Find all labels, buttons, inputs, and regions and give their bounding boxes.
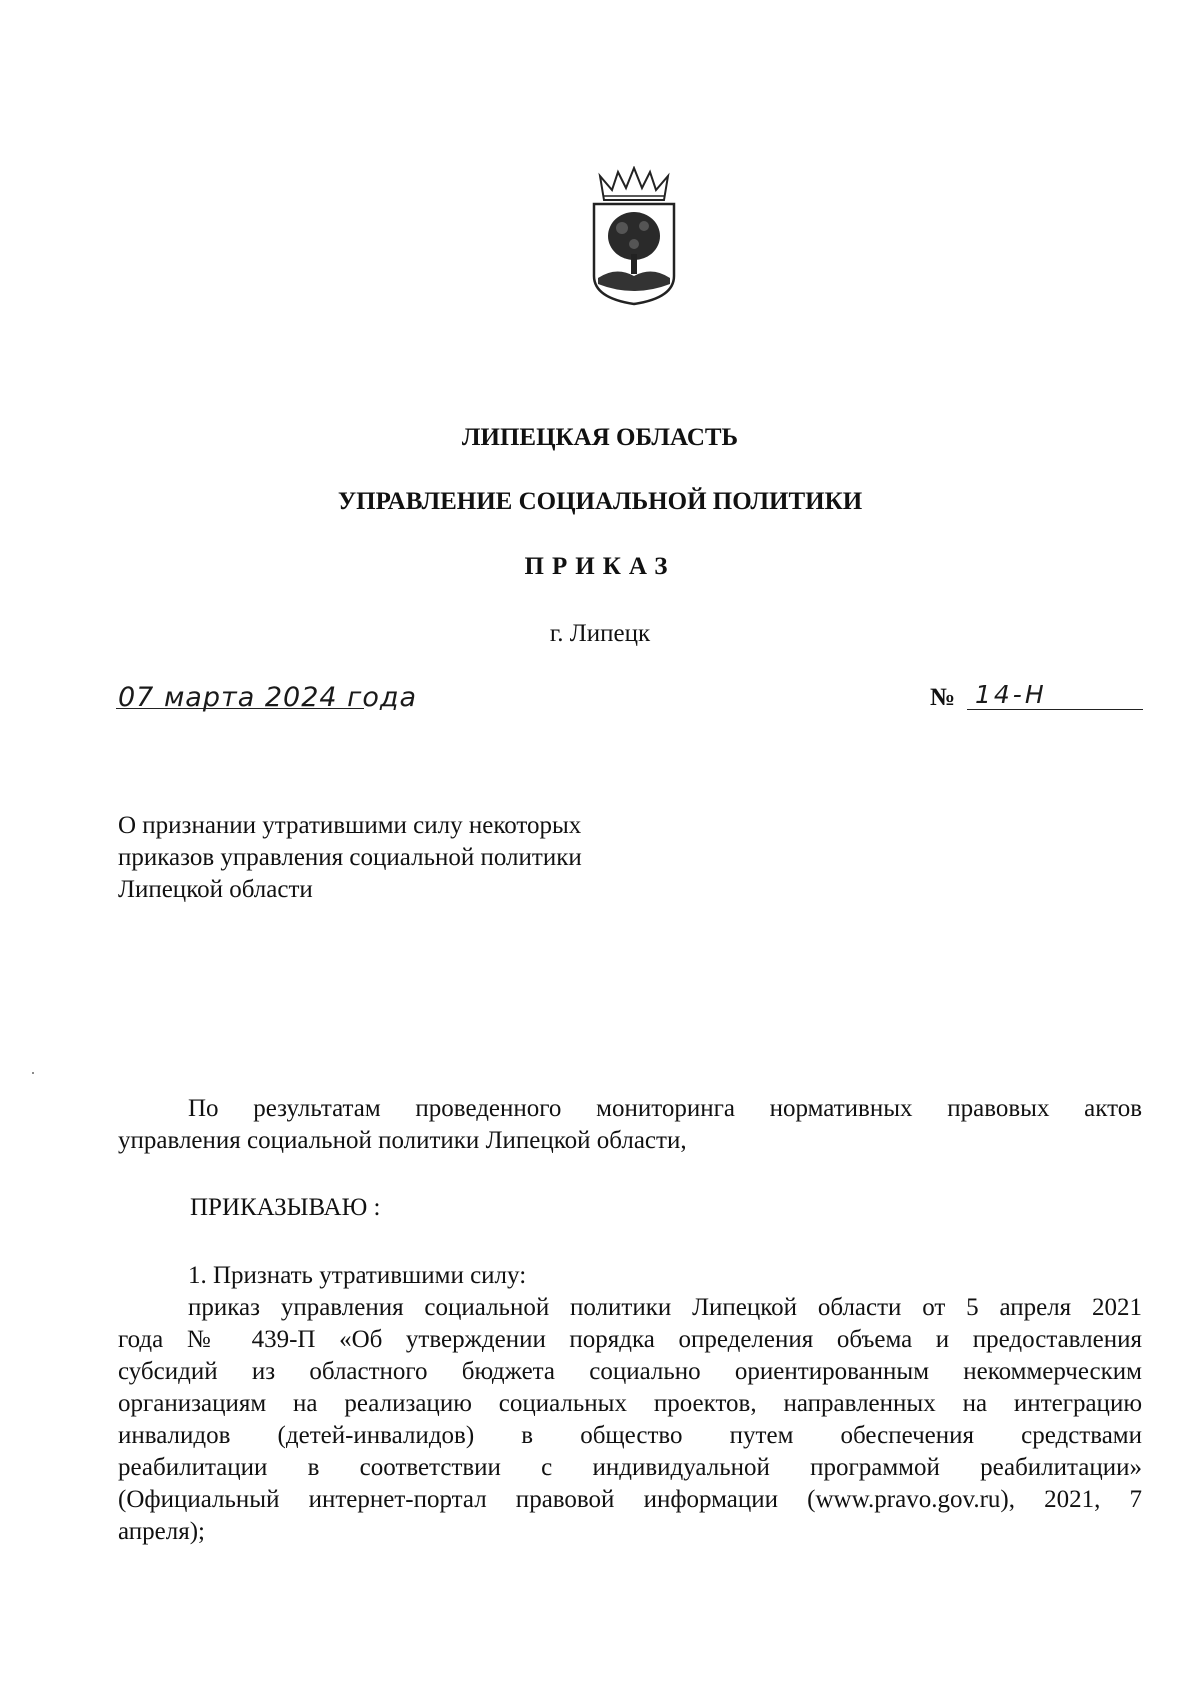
item-1-line: приказ управления социальной политики Липецкой области от 5 апреля 2021 <box>188 1294 1142 1321</box>
subject-line: Липецкой области <box>118 876 313 903</box>
region-heading: ЛИПЕЦКАЯ ОБЛАСТЬ <box>461 424 739 451</box>
item-1-line: организациям на реализацию социальных проектов, направленных на интеграцию <box>118 1390 1142 1417</box>
item-1-paragraph <box>118 1292 1142 1548</box>
subject-line: приказов управления социальной политики <box>118 844 582 871</box>
coat-of-arms-emblem <box>586 166 682 306</box>
item-1-line: инвалидов (детей-инвалидов) в общество путем обеспечения средствами <box>118 1422 1142 1449</box>
item-1-line: реабилитации в соответствии с индивидуальной программой реабилитации» <box>118 1454 1142 1481</box>
item-1-line: апреля); <box>118 1518 205 1545</box>
order-subject <box>118 810 582 906</box>
number-label: № <box>930 684 956 711</box>
item-1-line: субсидий из областного бюджета социально ориентированным некоммерческим <box>118 1358 1142 1385</box>
document-type-heading: ПРИКАЗ <box>524 553 676 580</box>
item-1-heading: 1. Признать утратившими силу: <box>188 1262 527 1289</box>
handwritten-number: 14-Н <box>975 680 1047 709</box>
scan-speck <box>30 1070 36 1076</box>
handwritten-date: 07 марта 2024 года <box>118 682 418 713</box>
preamble-line: управления социальной политики Липецкой области, <box>118 1127 687 1154</box>
order-word: ПРИКАЗЫВАЮ : <box>190 1194 381 1221</box>
preamble-paragraph <box>118 1093 1142 1157</box>
city-line: г. Липецк <box>549 620 651 647</box>
date-underline <box>116 708 364 709</box>
number-underline <box>967 709 1143 710</box>
department-heading: УПРАВЛЕНИЕ СОЦИАЛЬНОЙ ПОЛИТИКИ <box>337 488 863 515</box>
item-1-line: года № 439-П «Об утверждении порядка определения объема и предоставления <box>118 1326 1142 1353</box>
item-1-line: (Официальный интернет-портал правовой информации (www.pravo.gov.ru), 2021, 7 <box>118 1486 1142 1513</box>
subject-line: О признании утратившими силу некоторых <box>118 812 582 839</box>
preamble-line: По результатам проведенного мониторинга нормативных правовых актов <box>188 1095 1142 1122</box>
